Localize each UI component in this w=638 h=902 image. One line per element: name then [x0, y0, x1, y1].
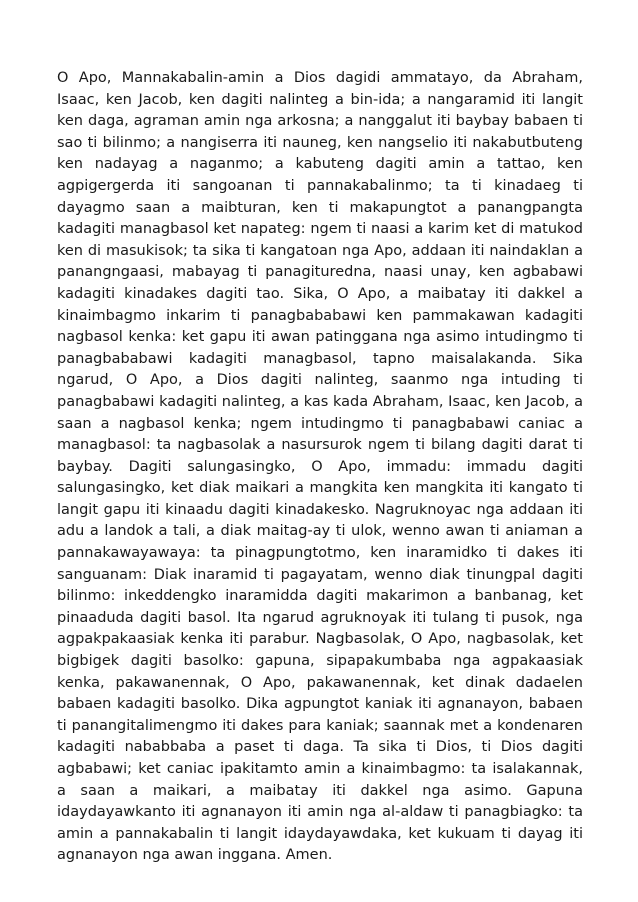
prayer-body-text: O Apo, Mannakabalin-amin a Dios dagidi ammatayo, da Abraham, Isaac, ken Jacob, ken dagiti nalinteg a bin-ida; a nangaramid iti langit ken daga, agraman amin nga arkosna; a nanggalut iti baybay babaen ti sao ti bilinmo; a nangiserra iti nauneg, ken nangselio iti nakabutbuteng ken nadayag a naganmo; a kabuteng dagiti amin a tattao, ken agpigergerda iti sangoanan ti pannakabalinmo; ta ti kinadaeg ti dayagmo saan a maibturan, ken ti makapungtot a panangpangta kadagiti managbasol ket napateg: ngem ti naasi a karim ket di matukod ken di masukisok; ta sika ti kangatoan nga Apo, addaan iti naindaklan a panangngaasi, mabayag ti panagituredna, naasi unay, ken agbabawi kadagiti kinadakes dagiti tao. Sika, O Apo, a maibatay iti dakkel a kinaimbagmo inkarim ti panagbababawi ken pammakawan kadagiti nagbasol kenka: ket gapu iti awan patinggana nga asimo intudingmo ti panagbababawi kadagiti managbasol, tapno maisalakanda. Sika ngarud, O Apo, a Dios dagiti nalinteg, saanmo nga intuding ti panagbabawi kadagiti nalinteg, a kas kada Abraham, Isaac, ken Jacob, a saan a nagbasol kenka; ngem intudingmo ti panagbabawi caniac a managbasol: ta nagbasolak a nasursurok ngem ti bilang dagiti darat ti baybay. Dagiti salungasingko, O Apo, immadu: immadu dagiti salungasingko, ket diak maikari a mangkita ken mangkita iti kangato ti langit gapu iti kinaadu dagiti kinadakesko. Nagruknoyac nga addaan iti adu a landok a tali, a diak maitag-ay ti ulok, wenno awan ti aniaman a pannakawayawaya: ta pinagpungtotmo, ken inaramidko ti dakes iti sanguanam: Diak inaramid ti pagayatam, wenno diak tinungpal dagiti bilinmo: inkeddengko inaramidda dagiti makarimon a banbanag, ket pinaaduda dagiti basol. Ita ngarud agruknoyak iti tulang ti pusok, nga agpakpakaasiak kenka iti parabur. Nagbasolak, O Apo, nagbasolak, ket bigbigek dagiti basolko: gapuna, sipapakumbaba nga agpakaasiak kenka, pakawanennak, O Apo, pakawanennak, ket dinak dadaelen babaen kadagiti basolko. Dika agpungtot kaniak iti agnanayon, babaen ti panangitalimengmo iti dakes para kaniak; saannak met a kondenaren kadagiti nababbaba a paset ti daga. Ta sika ti Dios, ti Dios dagiti agbabawi; ket caniac ipakitamto amin a kinaimbagmo: ta isalakannak, a saan a maikari, a maibatay iti dakkel nga asimo. Gapuna idaydayawkanto iti agnanayon iti amin nga al-aldaw ti panagbiagko: ta amin a pannakabalin ti langit idaydayawdaka, ket kukuam ti dayag iti agnanayon nga awan inggana. Amen. — [57, 70, 583, 864]
